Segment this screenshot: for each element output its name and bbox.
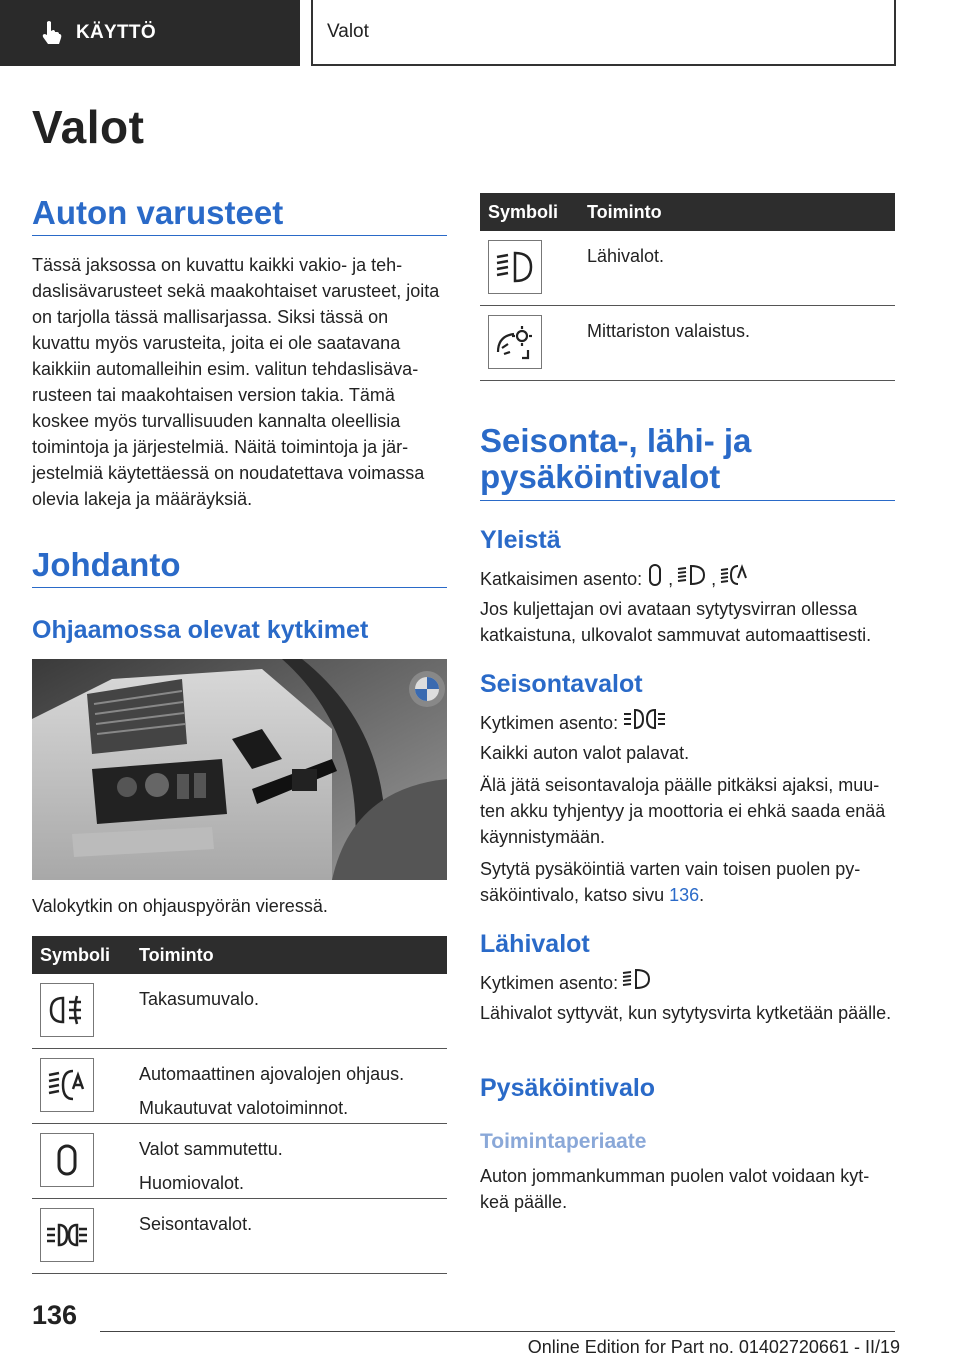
page-link[interactable]: 136 (669, 885, 700, 905)
row-text: Lähivalot. (587, 246, 665, 266)
paragraph-parking-2: Älä jätä seisontavaloja päälle pitkäksi ajaksi, muu-ten akku tyhjentyy ja moottoria ei ehkä saada enää käynnistymään. (480, 775, 886, 847)
paragraph-general: Jos kuljettajan ovi avataan sytytysvirran ollessa katkaistuna, ulkovalot sammuvat automaattisesti. (480, 599, 872, 645)
switch-positions-line (480, 563, 895, 594)
edition-text: Online Edition for Part no. 01402720661 - II/19 (527, 1337, 900, 1357)
heading-general: Yleistä (480, 526, 561, 554)
heading-intro: Johdanto (32, 547, 447, 588)
low-beam-icon (677, 563, 707, 594)
table-header (32, 936, 447, 974)
row-text: Takasumuvalo. (139, 989, 260, 1009)
paragraph-parking-1: Kaikki auton valot palavat. (480, 743, 690, 763)
dashboard-photo (32, 659, 447, 880)
paragraph-parking-3: Sytytä pysäköintiä varten vain toisen puolen py-säköintivalo, katso sivu 136. (480, 859, 861, 905)
heading-switches: Ohjaamossa olevat kytkimet (32, 616, 369, 644)
heading-lights: Seisonta-, lähi- ja pysäköintivalot (480, 423, 895, 501)
lights-off-icon (646, 563, 664, 594)
table-row (32, 1049, 447, 1124)
chapter-tab[interactable] (0, 0, 300, 66)
heading-equipment: Auton varusteet (32, 195, 447, 236)
symbol-table-right (480, 193, 895, 381)
row-text: Automaattinen ajovalojen ohjaus. Mukautuvat valotoiminnot. (139, 1064, 405, 1118)
table-header (480, 193, 895, 231)
table-row (32, 974, 447, 1049)
row-text: Valot sammutettu. Huomiovalot. (139, 1139, 283, 1193)
table-row (480, 306, 895, 381)
heading-parking-light: Pysäköintivalo (480, 1074, 656, 1102)
heading-parking-lights: Seisontavalot (480, 670, 643, 698)
col-function: Toiminto (139, 944, 214, 965)
parking-lights-icon (40, 1208, 94, 1262)
footer-divider (100, 1331, 895, 1332)
lights-off-icon (40, 1133, 94, 1187)
col-symbol: Symboli (40, 944, 111, 965)
separator: , (711, 568, 717, 589)
switch-position-label: Katkaisimen asento: (480, 568, 643, 589)
table-row (480, 231, 895, 306)
low-beam-icon (488, 240, 542, 294)
col-symbol: Symboli (488, 201, 559, 222)
lowbeam-switch-line (480, 967, 895, 998)
table-row (32, 1124, 447, 1199)
row-text: Seisontavalot. (139, 1214, 253, 1234)
paragraph-equipment: Tässä jaksossa on kuvattu kaikki vakio- ja teh-daslisävarusteet sekä maakohtaiset varusteet, joita on tarjolla tässä mallisarjassa. Siksi tässä on kuvattu myös varusteita, joita ei ole saatavana kaikkiin automalleihin esim. valitun tehdaslisäva-rusteen tai maakohtaisen version takia. Tämä koskee myös turvallisuuden kannalta oleellisia toimintoja ja järjestelmiä. Näitä toimintoja ja jär-jestelmiä käytettäessä on noudatettava voimassa olevia lakeja ja määräyksiä. (32, 255, 440, 509)
parking-lights-icon (622, 707, 668, 738)
switch-label: Kytkimen asento: (480, 972, 619, 993)
parking-switch-line (480, 707, 895, 738)
page-number: 136 (32, 1300, 78, 1330)
chapter-label: KÄYTTÖ (76, 22, 156, 43)
paragraph-principle: Auton jommankumman puolen valot voidaan kyt-keä päälle. (480, 1166, 870, 1212)
low-beam-icon (622, 967, 652, 998)
separator: , (668, 568, 674, 589)
section-label: Valot (327, 21, 369, 42)
section-tab (311, 0, 896, 66)
symbol-table-left (32, 936, 447, 1274)
switch-label: Kytkimen asento: (480, 712, 619, 733)
col-function: Toiminto (587, 201, 662, 222)
page-title: Valot (32, 101, 145, 153)
rear-fog-light-icon (40, 983, 94, 1037)
heading-principle: Toimintaperiaate (480, 1130, 647, 1153)
page-header (0, 0, 960, 66)
heading-low-beam: Lähivalot (480, 930, 590, 958)
photo-caption: Valokytkin on ohjauspyörän vieressä. (32, 896, 328, 916)
hand-pointer-icon (40, 20, 62, 46)
row-text: Mittariston valaistus. (587, 321, 751, 341)
automatic-headlight-icon (720, 563, 748, 594)
instrument-lighting-icon (488, 315, 542, 369)
paragraph-low-beam: Lähivalot syttyvät, kun sytytysvirta kytketään päälle. (480, 1003, 892, 1023)
automatic-headlight-icon (40, 1058, 94, 1112)
table-row (32, 1199, 447, 1274)
